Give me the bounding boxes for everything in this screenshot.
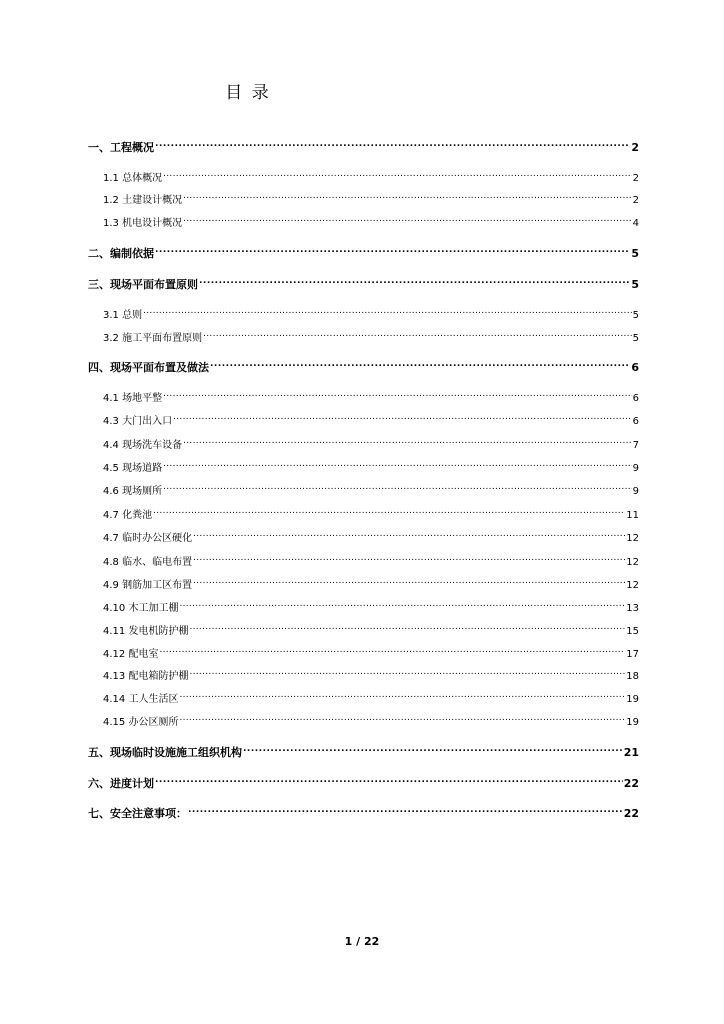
toc-entry-page-number: 12 xyxy=(626,557,639,568)
toc-entry[interactable] xyxy=(103,434,639,453)
toc-entry[interactable] xyxy=(103,527,639,546)
toc-entry-page-number: 2 xyxy=(631,141,639,154)
dot-leader xyxy=(143,304,632,318)
toc-entry-page-number: 5 xyxy=(631,247,639,260)
dot-leader xyxy=(173,410,632,424)
toc-entry-page-number: 9 xyxy=(632,486,639,497)
toc-entry-page-number: 19 xyxy=(626,717,639,728)
toc-entry-page-number: 19 xyxy=(626,694,639,705)
toc-entry-title: 4.14 工人生活区 xyxy=(103,694,179,705)
toc-entry-title: 4.12 配电室 xyxy=(103,649,159,660)
toc-entry-title: 4.15 办公区厕所 xyxy=(103,717,179,728)
toc-entry-page-number: 5 xyxy=(631,278,639,291)
toc-entry-page-number: 18 xyxy=(626,671,639,682)
toc-entry[interactable] xyxy=(103,457,639,476)
dot-leader xyxy=(153,504,625,518)
toc-entry[interactable] xyxy=(103,574,639,593)
toc-entry[interactable] xyxy=(103,620,639,639)
dot-leader xyxy=(179,688,625,702)
toc-entry-title: 4.6 现场厕所 xyxy=(103,486,163,497)
toc-entry-page-number: 5 xyxy=(632,333,639,344)
toc-entry[interactable] xyxy=(88,773,639,791)
toc-entry-page-number: 22 xyxy=(623,807,639,820)
toc-entry-page-number: 21 xyxy=(623,746,639,759)
toc-entry[interactable] xyxy=(103,665,639,684)
toc-entry[interactable] xyxy=(88,137,639,155)
toc-entry-title: 3.1 总则 xyxy=(103,310,143,321)
toc-entry[interactable] xyxy=(103,410,639,429)
dot-leader xyxy=(155,243,630,257)
toc-entry-title: 一、工程概况 xyxy=(88,141,154,154)
dot-leader xyxy=(163,480,632,494)
toc-entry[interactable] xyxy=(103,327,639,346)
toc-entry-title: 三、现场平面布置原则 xyxy=(88,278,198,291)
page-title: 目 录 xyxy=(225,83,271,103)
toc-entry-page-number: 12 xyxy=(626,533,639,544)
toc-entry-title: 4.10 木工加工棚 xyxy=(103,603,179,614)
toc-entry-title: 四、现场平面布置及做法 xyxy=(88,361,209,374)
dot-leader xyxy=(183,434,632,448)
toc-entry[interactable] xyxy=(88,742,639,760)
toc-entry[interactable] xyxy=(88,243,639,261)
toc-entry-title: 4.4 现场洗车设备 xyxy=(103,440,183,451)
dot-leader xyxy=(193,551,625,565)
toc-entry[interactable] xyxy=(103,597,639,616)
toc-entry[interactable] xyxy=(103,167,639,186)
toc-entry-title: 1.2 土建设计概况 xyxy=(103,195,183,206)
toc-entry-page-number: 22 xyxy=(623,777,639,790)
toc-entry-page-number: 9 xyxy=(632,463,639,474)
toc-entry[interactable] xyxy=(88,357,639,375)
dot-leader xyxy=(155,773,623,787)
toc-entry[interactable] xyxy=(103,551,639,570)
toc-entry-title: 二、编制依据 xyxy=(88,247,154,260)
dot-leader xyxy=(163,387,632,401)
toc-entry-title: 4.7 临时办公区硬化 xyxy=(103,533,193,544)
dot-leader xyxy=(159,643,625,657)
toc-entry[interactable] xyxy=(103,189,639,208)
toc-entry-page-number: 6 xyxy=(632,393,639,404)
toc-entry[interactable] xyxy=(88,274,639,292)
toc-entry[interactable] xyxy=(103,387,639,406)
dot-leader xyxy=(155,137,630,151)
dot-leader xyxy=(183,212,632,226)
dot-leader xyxy=(203,327,632,341)
toc-entry-title: 4.7 化粪池 xyxy=(103,510,153,521)
toc-entry-title: 七、安全注意事项： xyxy=(88,807,187,820)
toc-entry[interactable] xyxy=(103,212,639,231)
toc-entry-page-number: 2 xyxy=(632,195,639,206)
toc-entry[interactable] xyxy=(88,803,639,821)
dot-leader xyxy=(193,527,625,541)
toc-entry-page-number: 11 xyxy=(626,510,639,521)
dot-leader xyxy=(179,597,625,611)
toc-entry[interactable] xyxy=(103,643,639,662)
dot-leader xyxy=(243,742,623,756)
toc-entry-title: 五、现场临时设施施工组织机构 xyxy=(88,746,242,759)
toc-entry[interactable] xyxy=(103,304,639,323)
toc-entry-title: 3.2 施工平面布置原则 xyxy=(103,333,203,344)
toc-entry[interactable] xyxy=(103,480,639,499)
toc-entry-page-number: 5 xyxy=(632,310,639,321)
toc-entry-title: 六、进度计划 xyxy=(88,777,154,790)
toc-entry-page-number: 17 xyxy=(626,649,639,660)
dot-leader xyxy=(179,711,625,725)
toc-entry-title: 4.11 发电机防护棚 xyxy=(103,626,189,637)
toc-entry[interactable] xyxy=(103,688,639,707)
toc-entry-page-number: 13 xyxy=(626,603,639,614)
toc-entry-page-number: 7 xyxy=(632,440,639,451)
toc-entry-page-number: 4 xyxy=(632,218,639,229)
toc-entry-page-number: 12 xyxy=(626,580,639,591)
page-indicator: 1 / 22 xyxy=(344,935,380,948)
dot-leader xyxy=(188,803,623,817)
toc-entry-page-number: 15 xyxy=(626,626,639,637)
dot-leader xyxy=(193,574,625,588)
toc-entry-page-number: 6 xyxy=(632,416,639,427)
toc-entry-title: 4.9 钢筋加工区布置 xyxy=(103,580,193,591)
toc-entry-title: 4.3 大门出入口 xyxy=(103,416,173,427)
toc-entry[interactable] xyxy=(103,504,639,523)
dot-leader xyxy=(189,620,625,634)
toc-entry-title: 4.5 现场道路 xyxy=(103,463,163,474)
dot-leader xyxy=(163,167,632,181)
toc-entry-title: 4.8 临水、临电布置 xyxy=(103,557,193,568)
dot-leader xyxy=(163,457,632,471)
toc-entry-title: 4.1 场地平整 xyxy=(103,393,163,404)
toc-entry-page-number: 6 xyxy=(631,361,639,374)
toc-entry-title: 4.13 配电箱防护棚 xyxy=(103,671,189,682)
dot-leader xyxy=(199,274,630,288)
dot-leader xyxy=(183,189,632,203)
toc-entry-title: 1.3 机电设计概况 xyxy=(103,218,183,229)
dot-leader xyxy=(189,665,625,679)
toc-entry[interactable] xyxy=(103,711,639,730)
toc-entry-page-number: 2 xyxy=(632,173,639,184)
dot-leader xyxy=(210,357,630,371)
toc-entry-title: 1.1 总体概况 xyxy=(103,173,163,184)
